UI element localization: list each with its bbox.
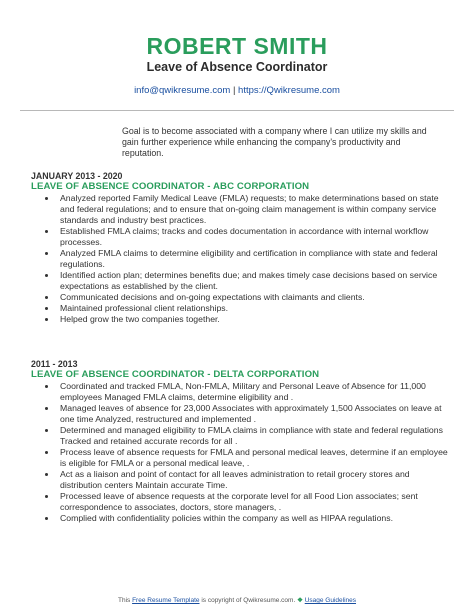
list-item: Established FMLA claims; tracks and codes documentation in accordance with internal workflow processes. (42, 226, 450, 248)
list-item: Communicated decisions and on-going expectations with claimants and clients. (42, 292, 450, 303)
job-title: LEAVE OF ABSENCE COORDINATOR - ABC CORPORATION (31, 181, 310, 192)
job-title: LEAVE OF ABSENCE COORDINATOR - DELTA CORPORATION (31, 369, 320, 380)
list-item: Processed leave of absence requests at the corporate level for all Food Lion associates; sent correspondence to associates, doctors, store managers, . (42, 491, 450, 513)
list-item: Analyzed reported Family Medical Leave (FMLA) requests; to make determinations based on state and federal regulations; and to ensure that on-going claim management is within company service standards and industry best practices. (42, 193, 450, 226)
job-bullets (42, 381, 450, 524)
list-item: Identified action plan; determines benefits due; and makes timely case decisions based on service expectations as established by the client. (42, 270, 450, 292)
list-item: Helped grow the two companies together. (42, 314, 450, 325)
job-title-heading: Leave of Absence Coordinator (146, 60, 328, 74)
qwikresume-logo-icon: ❖ (297, 597, 303, 604)
list-item: Complied with confidentiality policies within the company as well as HIPAA regulations. (42, 513, 450, 524)
candidate-name: ROBERT SMITH (146, 33, 328, 59)
list-item: Analyzed FMLA claims to determine eligibility and certification in compliance with state and federal regulations. (42, 248, 450, 270)
free-template-link[interactable]: Free Resume Template (132, 597, 200, 604)
list-item: Determined and managed eligibility to FMLA claims in compliance with state and federal regulations Tracked and retained accurate records for all . (42, 425, 450, 447)
footer-copyright: is copyright of Qwikresume.com. (201, 597, 296, 604)
summary-text: Goal is to become associated with a company where I can utilize my skills and gain further experience while enhancing the company's productivity and reputation. (122, 126, 427, 158)
footer-prefix: This (117, 597, 131, 604)
job-dates: 2011 - 2013 (31, 359, 78, 369)
list-item: Maintained professional client relationships. (42, 303, 450, 314)
job-dates: JANUARY 2013 - 2020 (31, 171, 123, 181)
contact-line (0, 85, 474, 97)
job-bullets (42, 193, 450, 325)
email-link[interactable]: info@qwikresume.com (134, 85, 231, 96)
list-item: Managed leaves of absence for 23,000 Associates with approximately 1,500 Associates on leave at one time Analyzed, restructured and implemented . (42, 403, 450, 425)
footer (0, 596, 474, 605)
website-link[interactable]: https://Qwikresume.com (238, 85, 340, 96)
contact-separator: | (232, 85, 236, 96)
list-item: Coordinated and tracked FMLA, Non-FMLA, Military and Personal Leave of Absence for 11,000 employees Managed FMLA claims, determine eligibility and . (42, 381, 450, 403)
header-divider (20, 110, 454, 111)
list-item: Process leave of absence requests for FMLA and personal medical leaves, determine if an employee is eligible for FMLA or a personal medical leave, . (42, 447, 450, 469)
list-item: Act as a liaison and point of contact for all leaves administration to retail grocery stores and distribution centers Maintain accurate Time. (42, 469, 450, 491)
usage-guidelines-link[interactable]: Usage Guidelines (304, 597, 357, 604)
